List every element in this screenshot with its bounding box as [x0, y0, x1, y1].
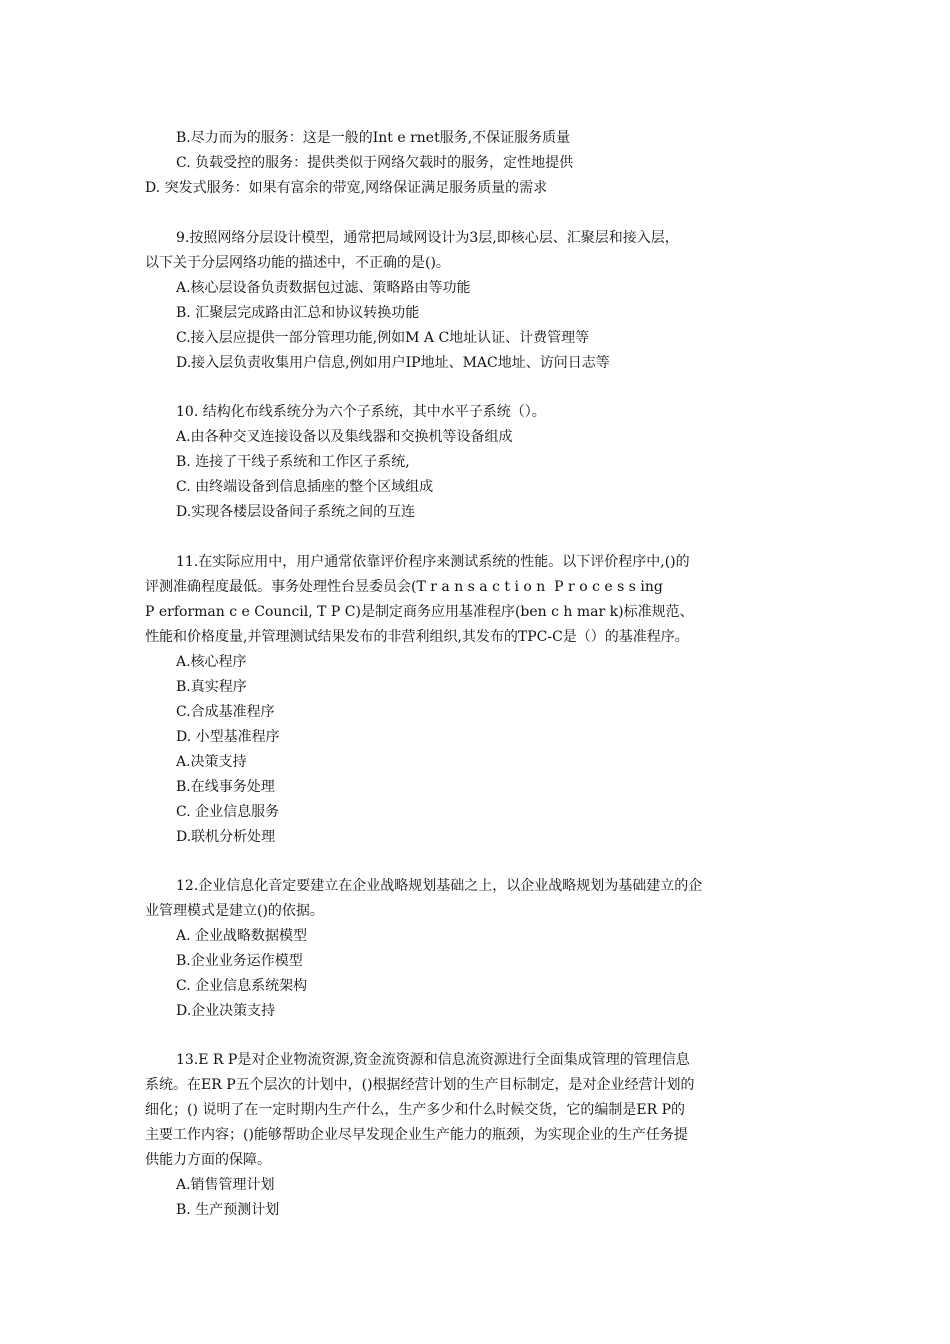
q10-option-c: C. 由终端设备到信息插座的整个区域组成	[176, 479, 434, 495]
q10-stem: 10. 结构化布线系统分为六个子系统，其中水平子系统（）。	[176, 404, 546, 420]
q13-option-a: A.销售管理计划	[176, 1177, 275, 1193]
q13-stem-line2: 系统。在ER P五个层次的计划中，()根据经营计划的生产目标制定，是对企业经营计划的	[145, 1077, 695, 1093]
q11-stem-line4: 性能和价格度量,并管理测试结果发布的非营利组织,其发布的TPC-C是（）的基准程序。	[145, 629, 689, 645]
q11-stem-line3: P erforman c e Council, T P C)是制定商务应用基准程序(ben c h mar k)标准规范、	[145, 604, 694, 620]
q9-option-a: A.核心层设备负责数据包过滤、策略路由等功能	[176, 280, 471, 296]
q9-option-c: C.接入层应提供一部分管理功能,例如M A C地址认证、计费管理等	[176, 330, 590, 346]
q12-stem-line2: 业管理模式是建立()的依据。	[145, 903, 324, 919]
q11-stem-line2: 评测准确程度最低。事务处理性台昱委员会(T r a n s a c t i o n P r o c e s s ing	[145, 579, 663, 595]
q13-stem-line1: 13.E R P是对企业物流资源,资金流资源和信息流资源进行全面集成管理的管理信息	[176, 1052, 690, 1068]
q9-stem-line2: 以下关于分层网络功能的描述中，不正确的是()。	[145, 255, 450, 271]
q10-option-d: D.实现各楼层设备间子系统之间的互连	[176, 504, 416, 520]
q11-option-c1: C.合成基准程序	[176, 704, 275, 720]
q10-option-a: A.由各种交叉连接设备以及集线器和交换机等设备组成	[176, 429, 513, 445]
q13-stem-line3: 细化；() 说明了在一定时期内生产什么，生产多少和什么时候交货，它的编制是ER P的	[145, 1102, 686, 1118]
q11-option-b2: B.在线事务处理	[176, 779, 275, 795]
q13-option-b: B. 生产预测计划	[176, 1202, 280, 1218]
q8-option-b: B.尽力而为的服务：这是一般的Int e rnet服务,不保证服务质量	[176, 130, 571, 146]
q11-option-d2: D.联机分析处理	[176, 829, 276, 845]
q13-stem-line5: 供能力方面的保障。	[145, 1152, 271, 1168]
q11-option-a1: A.核心程序	[176, 654, 247, 670]
q9-option-d: D.接入层负责收集用户信息,例如用户IP地址、MAC地址、访问日志等	[176, 355, 610, 371]
q11-option-d1: D. 小型基准程序	[176, 729, 280, 745]
q8-option-d: D. 突发式服务：如果有富余的带宽,网络保证满足服务质量的需求	[145, 180, 548, 196]
q12-option-c: C. 企业信息系统架构	[176, 978, 308, 994]
q11-option-a2: A.决策支持	[176, 754, 247, 770]
q11-stem-line1: 11.在实际应用中，用户通常依靠评价程序来测试系统的性能。以下评价程序中,()的	[176, 554, 690, 570]
q11-option-b1: B.真实程序	[176, 679, 247, 695]
q12-option-a: A. 企业战略数据模型	[176, 928, 308, 944]
q11-option-c2: C. 企业信息服务	[176, 804, 280, 820]
q9-stem-line1: 9.按照网络分层设计模型，通常把局域网设计为3层,即核心层、汇聚层和接入层，	[176, 230, 679, 246]
q12-option-b: B.企业业务运作模型	[176, 953, 303, 969]
q8-option-c: C. 负载受控的服务：提供类似于网络欠载时的服务，定性地提供	[176, 155, 574, 171]
q9-option-b: B. 汇聚层完成路由汇总和协议转换功能	[176, 305, 420, 321]
q12-stem-line1: 12.企业信息化音定要建立在企业战略规划基础之上，以企业战略规划为基础建立的企	[176, 878, 703, 894]
q10-option-b: B. 连接了干线子系统和工作区子系统,	[176, 454, 410, 470]
q12-option-d: D.企业决策支持	[176, 1003, 276, 1019]
q13-stem-line4: 主要工作内容；()能够帮助企业尽早发现企业生产能力的瓶颈，为实现企业的生产任务提	[145, 1127, 688, 1143]
